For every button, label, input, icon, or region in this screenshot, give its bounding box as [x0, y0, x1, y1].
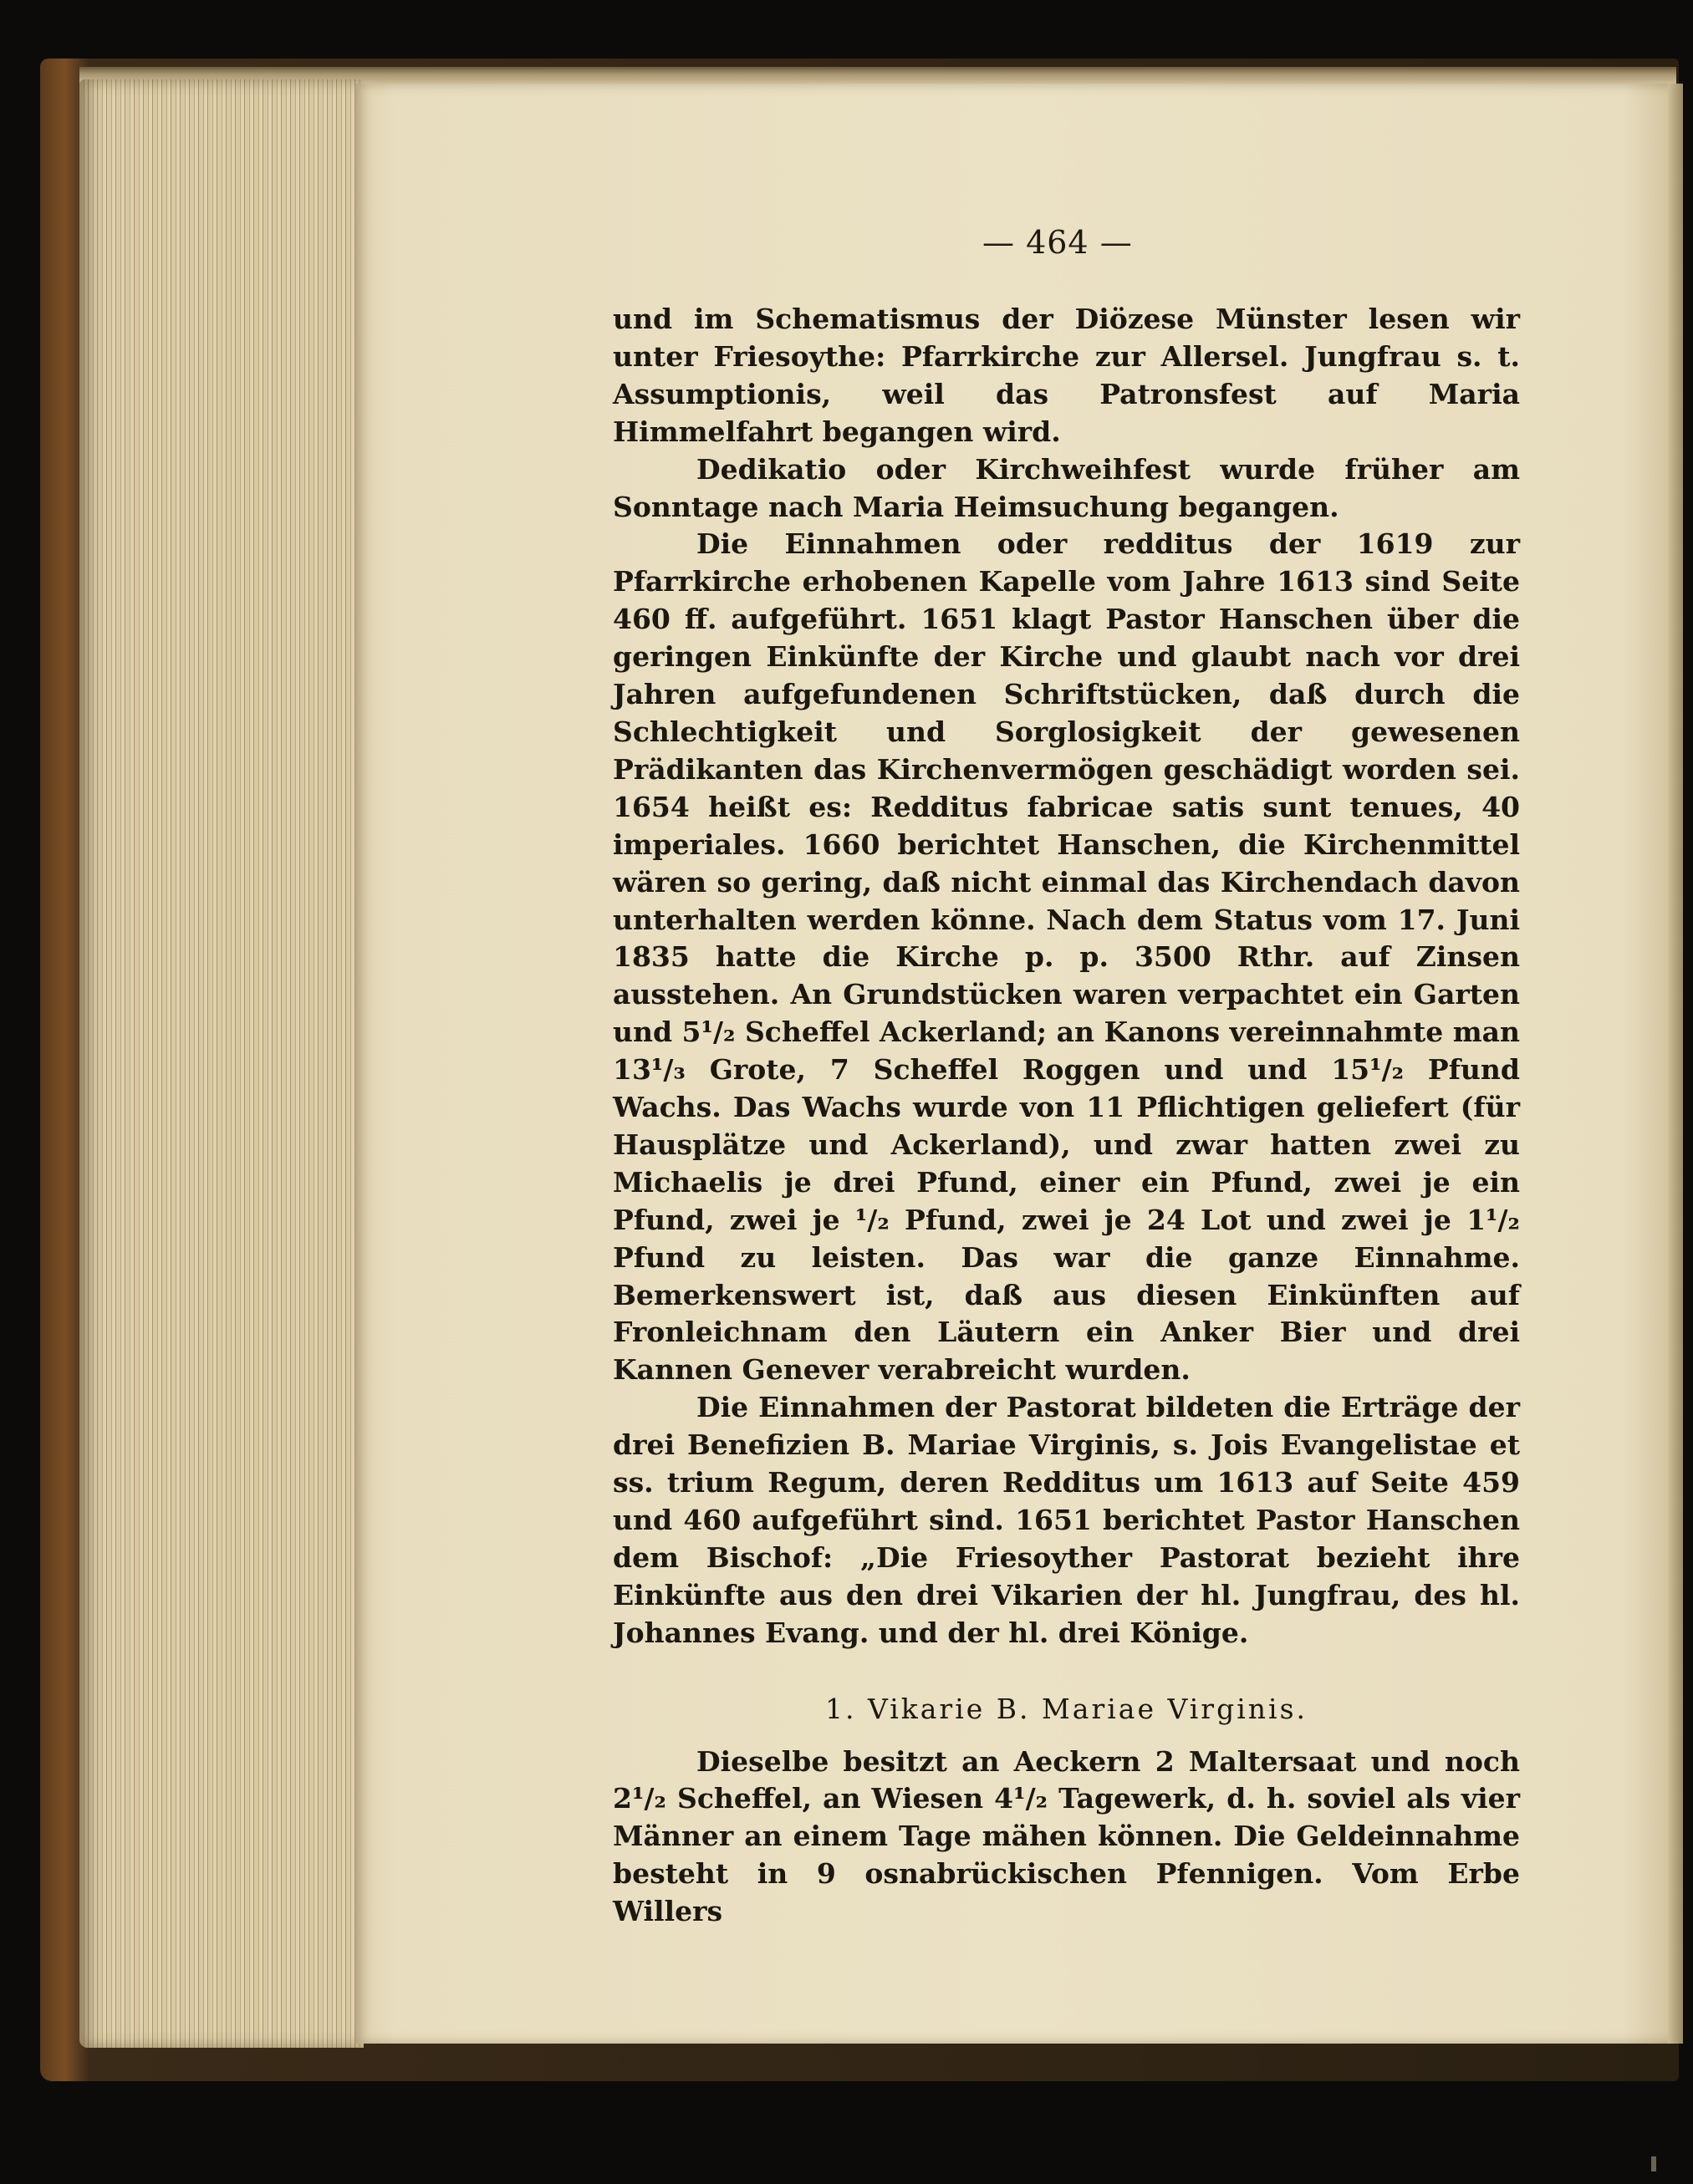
page-right-edge: [1668, 84, 1683, 2044]
paragraph: und im Schematismus der Diözese Münster lesen wir unter Friesoythe: Pfarrkirche zur Allersel. Jungfrau s. t. Assumptionis, weil das Patronsfest auf Maria Himmelfahrt begangen wird.: [613, 303, 1520, 448]
paragraph: Die Einnahmen oder redditus der 1619 zur Pfarrkirche erhobenen Kapelle vom Jahre 1613 sind Seite 460 ff. aufgeführt. 1651 klagt Pastor Hanschen über die geringen Einkünfte der Kirche und glaubt nach vor drei Jahren aufgefundenen Schriftstücken, daß durch die Schlechtigkeit und Sorglosigkeit der gewesenen Prädikanten das Kirchenvermögen geschädigt worden sei. 1654 heißt es: Redditus fabricae satis sunt tenues, 40 imperiales. 1660 berichtet Hanschen, die Kirchenmittel wären so gering, daß nicht einmal das Kirchendach davon unterhalten werden könne. Nach dem Status vom 17. Juni 1835 hatte die Kirche p. p. 3500 Rthr. auf Zinsen ausstehen. An Grundstücken waren verpachtet ein Garten und 5¹/₂ Scheffel Ackerland; an Kanons vereinnahmte man 13¹/₃ Grote, 7 Scheffel Roggen und und 15¹/₂ Pfund Wachs. Das Wachs wurde von 11 Pflichtigen geliefert (für Hausplätze und Ackerland), und zwar hatten zwei zu Michaelis je drei Pfund, einer ein Pfund, zwei je ein Pfund, zwei je ¹/₂ Pfund, zwei je 24 Lot und zwei je 1¹/₂ Pfund zu leisten. Das war die ganze Einnahme. Bemerkenswert ist, daß aus diesen Einkünften auf Fronleichnam den Läutern ein Anker Bier und drei Kannen Genever verabreicht wurden.: [613, 527, 1520, 1387]
paragraph: Dedikatio oder Kirchweihfest wurde früher am Sonntage nach Maria Heimsuchung begangen.: [613, 452, 1520, 523]
page-number: — 464 —: [982, 224, 1133, 261]
page-stack-edges: [79, 79, 364, 2048]
section-heading: 1. Vikarie B. Mariae Virginis.: [824, 1692, 1308, 1725]
page-text: [613, 301, 1520, 1931]
paragraph: Dieselbe besitzt an Aeckern 2 Maltersaat und noch 2¹/₂ Scheffel, an Wiesen 4¹/₂ Tagewerk, d. h. soviel als vier Männer an einem Tage mähen können. Die Geldeinnahme besteht in 9 osnabrückischen Pfennigen. Vom Erbe Willers: [613, 1744, 1520, 1928]
scan-corner-mark: [1651, 2156, 1656, 2171]
paragraph: Die Einnahmen der Pastorat bildeten die Erträge der drei Benefizien B. Mariae Virginis, s. Jois Evangelistae et ss. trium Regum, deren Redditus um 1613 auf Seite 459 und 460 aufgeführt sind. 1651 berichtet Pastor Hanschen dem Bischof: „Die Friesoyther Pastorat bezieht ihre Einkünfte aus den drei Vikarien der hl. Jungfrau, des hl. Johannes Evang. und der hl. drei Könige.: [613, 1391, 1520, 1649]
